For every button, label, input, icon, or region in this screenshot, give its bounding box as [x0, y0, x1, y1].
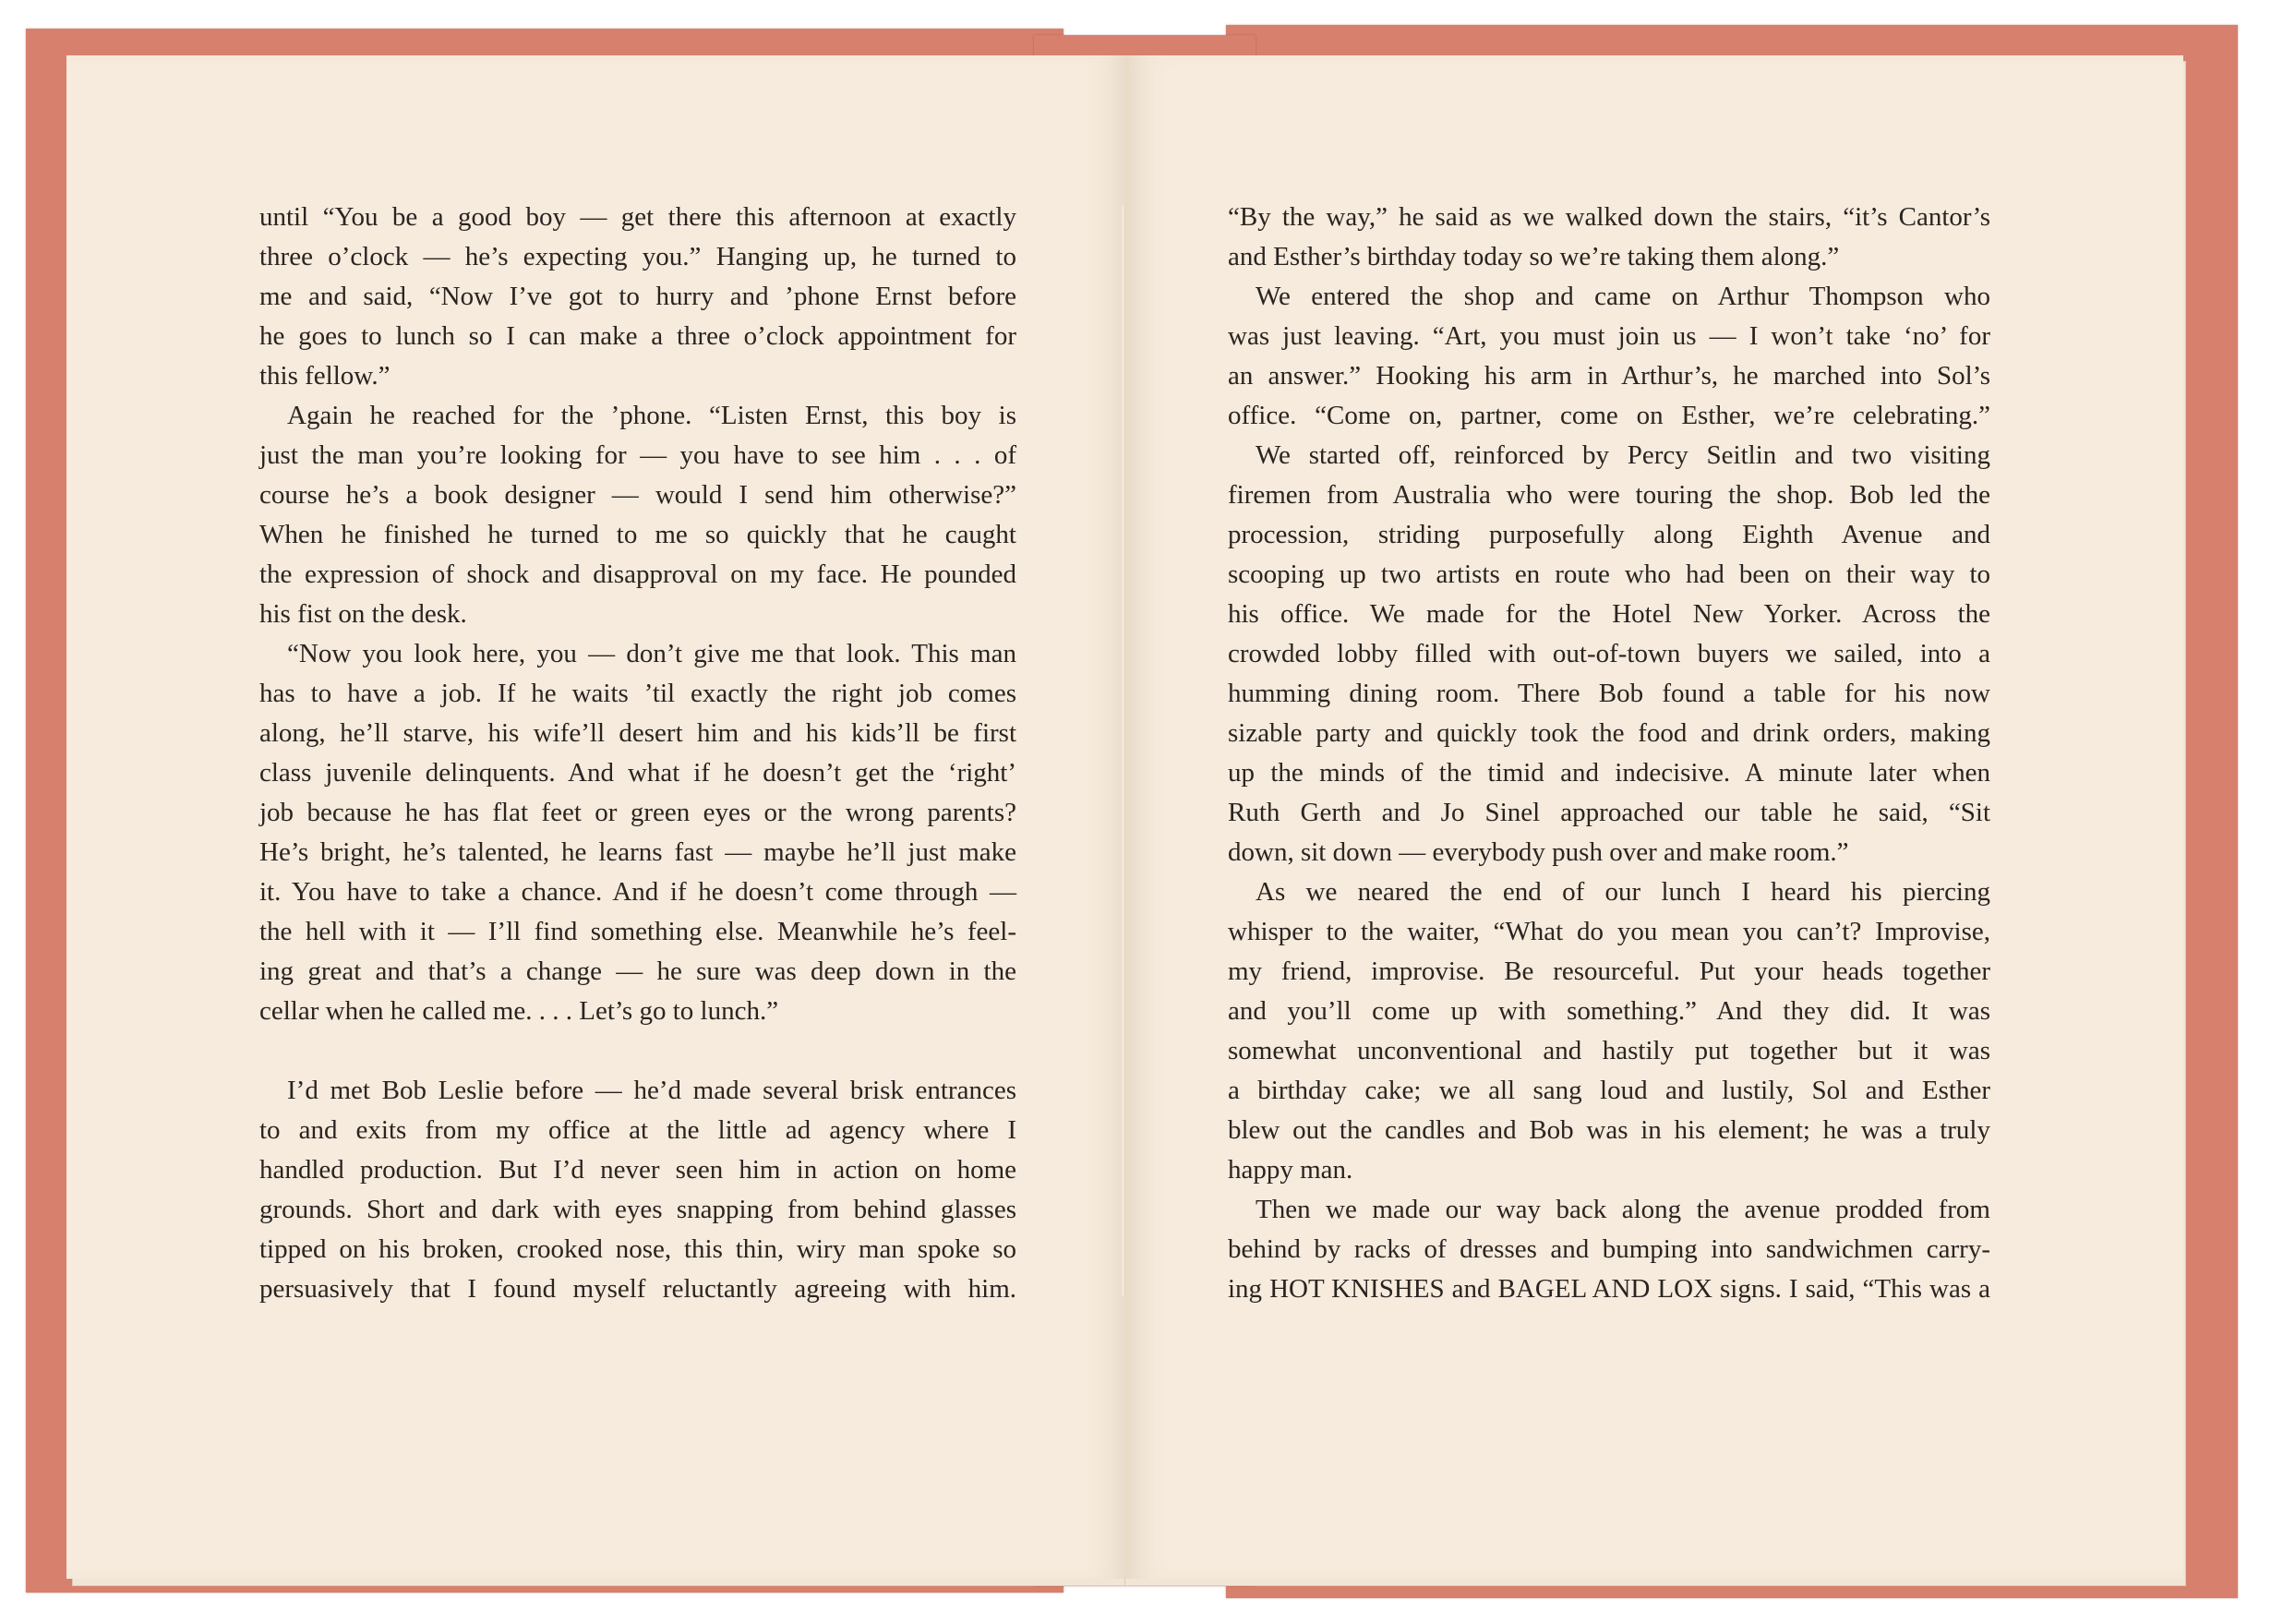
text-line: three o’clock — he’s expecting you.” Hanging up, he turned to — [259, 242, 1016, 271]
text-line: he goes to lunch so I can make a three o’clock appointment for — [259, 321, 1016, 351]
text-line: whisper to the waiter, “What do you mean you can’t? Improvise, — [1228, 917, 1990, 946]
text-line: me and said, “Now I’ve got to hurry and ’phone Ernst before — [259, 282, 1016, 311]
text-line: office. “Come on, partner, come on Esther, we’re celebrating.” — [1228, 401, 1990, 430]
text-line: ing HOT KNISHES and BAGEL AND LOX signs. I said, “This was a — [1228, 1274, 1990, 1304]
text-line: We started off, reinforced by Percy Seitlin and two visiting — [1256, 440, 1990, 470]
text-line: and Esther’s birthday today so we’re taking them along.” — [1228, 242, 1840, 271]
text-line: cellar when he called me. . . . Let’s go to lunch.” — [259, 996, 779, 1026]
text-line: job because he has flat feet or green eyes or the wrong parents? — [259, 798, 1016, 827]
text-line: the hell with it — I’ll find something else. Meanwhile he’s feel- — [259, 917, 1016, 946]
binding-thread — [1122, 205, 1124, 1296]
text-line: down, sit down — everybody push over and make room.” — [1228, 837, 1849, 867]
text-line: just the man you’re looking for — you have to see him . . . of — [259, 440, 1016, 470]
text-line: Ruth Gerth and Jo Sinel approached our table he said, “Sit — [1228, 798, 1990, 827]
text-line: this fellow.” — [259, 361, 391, 391]
text-line: He’s bright, he’s talented, he learns fast — maybe he’ll just make — [259, 837, 1016, 867]
text-line: persuasively that I found myself reluctantly agreeing with him. — [259, 1274, 1016, 1304]
text-line: firemen from Australia who were touring the shop. Bob led the — [1228, 480, 1990, 510]
text-line: an answer.” Hooking his arm in Arthur’s, he marched into Sol’s — [1228, 361, 1990, 391]
text-line: has to have a job. If he waits ’til exactly the right job comes — [259, 679, 1016, 708]
text-line: course he’s a book designer — would I send him otherwise?” — [259, 480, 1016, 510]
text-line: his fist on the desk. — [259, 599, 467, 629]
text-line: procession, striding purposefully along Eighth Avenue and — [1228, 520, 1990, 549]
text-line: happy man. — [1228, 1155, 1353, 1185]
text-line: class juvenile delinquents. And what if he doesn’t get the ‘right’ — [259, 758, 1016, 788]
text-line: Again he reached for the ’phone. “Listen Ernst, this boy is — [287, 401, 1016, 430]
text-line: I’d met Bob Leslie before — he’d made several brisk entrances — [287, 1076, 1016, 1105]
text-line: “Now you look here, you — don’t give me that look. This man — [287, 639, 1016, 668]
text-line: up the minds of the timid and indecisive. A minute later when — [1228, 758, 1990, 788]
text-line: somewhat unconventional and hastily put together but it was — [1228, 1036, 1990, 1065]
text-line: Then we made our way back along the avenue prodded from — [1256, 1195, 1990, 1224]
paragraph-break — [259, 1031, 1016, 1071]
text-line: his office. We made for the Hotel New Yorker. Across the — [1228, 599, 1990, 629]
text-line: As we neared the end of our lunch I heard his piercing — [1256, 877, 1990, 907]
text-line: to and exits from my office at the little ad agency where I — [259, 1115, 1016, 1145]
text-line: it. You have to take a chance. And if he doesn’t come through — — [259, 877, 1016, 907]
text-line: and you’ll come up with something.” And they did. It was — [1228, 996, 1990, 1026]
text-line: We entered the shop and came on Arthur Thompson who — [1256, 282, 1990, 311]
text-line: sizable party and quickly took the food and drink orders, making — [1228, 718, 1990, 748]
text-line: was just leaving. “Art, you must join us — I won’t take ‘no’ for — [1228, 321, 1990, 351]
text-line: handled production. But I’d never seen him in action on home — [259, 1155, 1016, 1185]
text-line: the expression of shock and disapproval on my face. He pounded — [259, 559, 1016, 589]
text-line: until “You be a good boy — get there this afternoon at exactly — [259, 202, 1016, 232]
text-line: When he finished he turned to me so quickly that he caught — [259, 520, 1016, 549]
text-line: along, he’ll starve, his wife’ll desert him and his kids’ll be first — [259, 718, 1016, 748]
text-line: scooping up two artists en route who had been on their way to — [1228, 559, 1990, 589]
text-line: a birthday cake; we all sang loud and lustily, Sol and Esther — [1228, 1076, 1990, 1105]
text-line: humming dining room. There Bob found a table for his now — [1228, 679, 1990, 708]
text-line: my friend, improvise. Be resourceful. Put your heads together — [1228, 956, 1990, 986]
text-line: blew out the candles and Bob was in his element; he was a truly — [1228, 1115, 1990, 1145]
text-line: tipped on his broken, crooked nose, this thin, wiry man spoke so — [259, 1234, 1016, 1264]
text-line: grounds. Short and dark with eyes snapping from behind glasses — [259, 1195, 1016, 1224]
text-line: “By the way,” he said as we walked down the stairs, “it’s Cantor’s — [1228, 202, 1990, 232]
text-line: crowded lobby filled with out-of-town buyers we sailed, into a — [1228, 639, 1990, 668]
text-line: ing great and that’s a change — he sure was deep down in the — [259, 956, 1016, 986]
text-line: behind by racks of dresses and bumping into sandwichmen carry- — [1228, 1234, 1990, 1264]
right-page-text — [1228, 198, 1990, 1309]
left-page-text — [259, 198, 1016, 1309]
